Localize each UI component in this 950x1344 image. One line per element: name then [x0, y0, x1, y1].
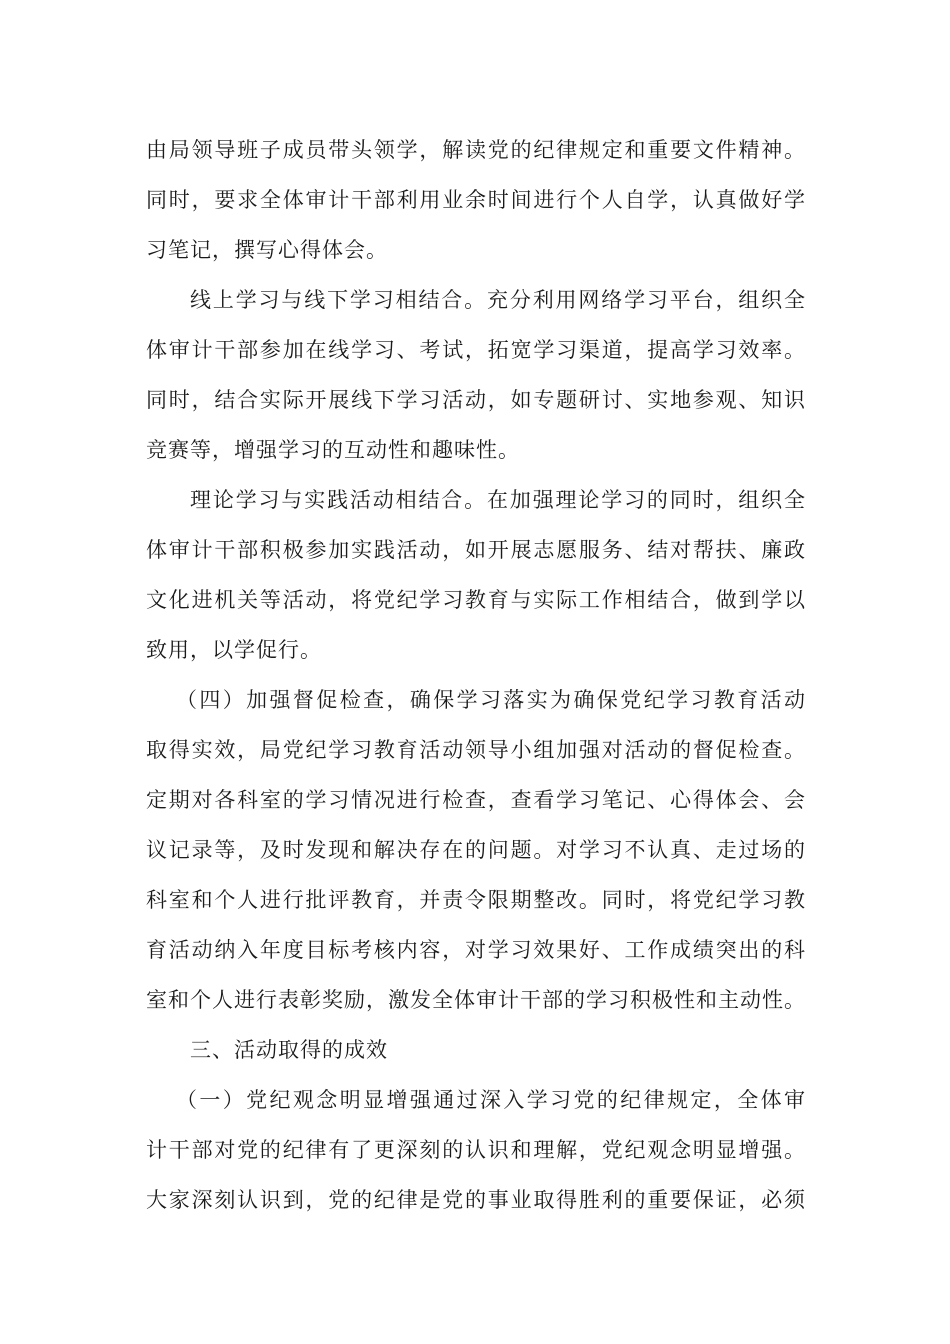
- paragraph-first-line: 线上学习与线下学习相结合。充分利用网络学习平台，组织全: [190, 288, 806, 312]
- text-line: 致用，以学促行。: [146, 638, 322, 662]
- text-line: 计干部对党的纪律有了更深刻的认识和理解，党纪观念明显增强。: [146, 1138, 806, 1162]
- text-line: 育活动纳入年度目标考核内容，对学习效果好、工作成绩突出的科: [146, 938, 806, 962]
- text-line: 定期对各科室的学习情况进行检查，查看学习笔记、心得体会、会: [146, 788, 806, 812]
- text-line: 取得实效，局党纪学习教育活动领导小组加强对活动的督促检查。: [146, 738, 806, 762]
- chapter-heading: 三、活动取得的成效: [190, 1038, 388, 1062]
- paragraph-first-line: 理论学习与实践活动相结合。在加强理论学习的同时，组织全: [190, 488, 806, 512]
- section-heading-line: （一）党纪观念明显增强通过深入学习党的纪律规定，全体审: [176, 1088, 806, 1112]
- text-line: 同时，要求全体审计干部利用业余时间进行个人自学，认真做好学: [146, 188, 806, 212]
- text-line: 科室和个人进行批评教育，并责令限期整改。同时，将党纪学习教: [146, 888, 806, 912]
- text-line: 室和个人进行表彰奖励，激发全体审计干部的学习积极性和主动性。: [146, 988, 806, 1012]
- text-line: 同时，结合实际开展线下学习活动，如专题研讨、实地参观、知识: [146, 388, 806, 412]
- text-line: 体审计干部参加在线学习、考试，拓宽学习渠道，提高学习效率。: [146, 338, 806, 362]
- text-line: 习笔记，撰写心得体会。: [146, 238, 388, 262]
- section-heading-line: （四）加强督促检查，确保学习落实为确保党纪学习教育活动: [176, 688, 806, 712]
- text-line: 体审计干部积极参加实践活动，如开展志愿服务、结对帮扶、廉政: [146, 538, 806, 562]
- text-line: 由局领导班子成员带头领学，解读党的纪律规定和重要文件精神。: [146, 138, 806, 162]
- text-line: 竞赛等，增强学习的互动性和趣味性。: [146, 438, 520, 462]
- text-line: 文化进机关等活动，将党纪学习教育与实际工作相结合，做到学以: [146, 588, 806, 612]
- text-line: 大家深刻认识到，党的纪律是党的事业取得胜利的重要保证，必须: [146, 1188, 806, 1212]
- text-line: 议记录等，及时发现和解决存在的问题。对学习不认真、走过场的: [146, 838, 806, 862]
